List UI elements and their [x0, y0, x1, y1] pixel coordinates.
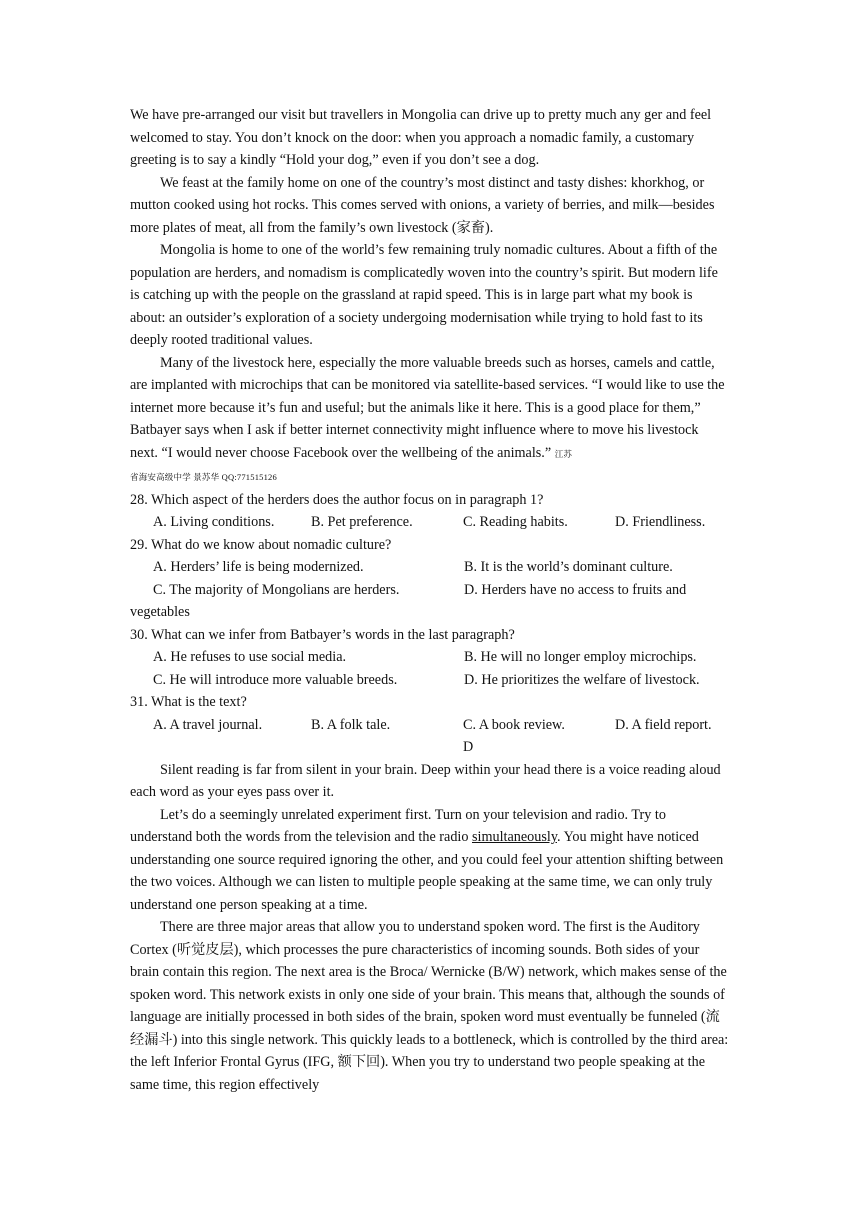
question-stem: 28. Which aspect of the herders does the author focus on in paragraph 1? — [130, 491, 544, 508]
watermark-text-a: 江苏 — [554, 448, 573, 459]
passage2-paragraph-1: Silent reading is far from silent in your brain. Deep within your head there is a voice reading aloud each word as your eyes pass over it. — [130, 761, 721, 800]
option-b: B. A folk tale. — [311, 716, 391, 733]
passage1-paragraph-4-text: Many of the livestock here, especially the more valuable breeds such as horses, camels and cattle, are implanted with microchips that can be monitored via satellite-based services. “I would like to use the internet more because it’s fun and useful; but the animals like it here. This is a good place for them,” Batbayer says when I ask if better internet connectivity might influence where to move his livestock next. “I would never choose Facebook over the wellbeing of the animals.” — [130, 354, 725, 461]
watermark-text-b: 省海安高级中学 景苏华 QQ:771515126 — [130, 472, 277, 482]
question-29 — [130, 534, 730, 624]
option-c: C. Reading habits. — [463, 514, 568, 530]
passage2-paragraph-2-before: Let’s do a seemingly unrelated experiment first. Turn on your television and radio. Try to understand both the words from the television and the radio — [130, 806, 666, 845]
option-d: D. He prioritizes the welfare of livestock. — [464, 671, 700, 688]
option-d-wrap: vegetables — [130, 604, 190, 620]
option-row — [130, 669, 730, 692]
option-d: D. A field report. — [615, 716, 712, 733]
option-row — [130, 714, 730, 737]
option-row — [130, 646, 730, 669]
option-a: A. A travel journal. — [153, 716, 263, 733]
option-c: C. The majority of Mongolians are herders. — [153, 581, 400, 598]
question-30 — [130, 624, 730, 692]
question-stem: 30. What can we infer from Batbayer’s words in the last paragraph? — [130, 626, 515, 643]
option-d: D. Herders have no access to fruits and — [464, 581, 687, 598]
option-row — [130, 511, 730, 534]
passage2-paragraph-3: There are three major areas that allow you to understand spoken word. The first is the Auditory Cortex (听觉皮层), which processes the pure characteristics of incoming sounds. Both sides of your brain contain this region. The next area is the Broca/ Wernicke (B/W) network, which makes sense of the spoken word. This network exists in only one side of your brain. This means that, although the sounds of language are initially processed in both sides of the brain, spoken word must eventually be funneled (流经漏斗) into this single network. This quickly leads to a bottleneck, which is controlled by the third area: the left Inferior Frontal Gyrus (IFG, 额下回). When you try to understand two people speaking at the same time, this region effectively — [130, 919, 729, 1093]
question-31 — [130, 691, 730, 736]
option-d: D. Friendliness. — [615, 514, 706, 530]
option-row — [130, 579, 730, 602]
option-a: A. Living conditions. — [153, 514, 275, 530]
option-c: C. He will introduce more valuable breeds. — [153, 671, 398, 688]
document-page — [130, 104, 730, 1096]
option-a: A. Herders’ life is being modernized. — [153, 559, 364, 575]
option-b: B. It is the world’s dominant culture. — [464, 559, 673, 575]
passage1-paragraph-4 — [130, 352, 730, 489]
option-c: C. A book review. — [463, 716, 565, 733]
option-b: B. Pet preference. — [311, 514, 413, 530]
question-stem: 31. What is the text? — [130, 694, 247, 710]
passage1-paragraph-1: We have pre-arranged our visit but travellers in Mongolia can drive up to pretty much any ger and feel welcomed to stay. You don’t knock on the door: when you approach a nomadic family, a customary greeting is to say a kindly “Hold your dog,” even if you don’t see a dog. — [130, 107, 712, 168]
passage2-paragraph-2-after: . You might have noticed understanding one source required ignoring the other, and you could feel your attention shifting between the two voices. Although we can listen to multiple people speaking at the same time, we can only truly understand one person speaking at a time. — [130, 829, 724, 913]
option-b: B. He will no longer employ microchips. — [464, 649, 697, 665]
passage1-paragraph-2: We feast at the family home on one of the country’s most distinct and tasty dishes: khorkhog, or mutton cooked using hot rocks. This comes served with onions, a variety of berries, and milk—besides more plates of meat, all from the family’s own livestock (家畜). — [130, 174, 715, 236]
section-label: D — [463, 739, 474, 755]
option-a: A. He refuses to use social media. — [153, 649, 347, 665]
passage1-paragraph-3: Mongolia is home to one of the world’s few remaining truly nomadic cultures. About a fifth of the population are herders, and nomadism is complicatedly woven into the country’s spirit. But modern life is catching up with the people on the grassland at rapid speed. This is in large part what my book is about: an outsider’s exploration of a society undergoing modernisation while trying to hold fast to its deeply rooted traditional values. — [130, 242, 718, 348]
passage2-paragraph-2 — [130, 804, 730, 917]
option-row — [130, 556, 730, 579]
underlined-word: simultaneously — [472, 829, 557, 845]
question-stem: 29. What do we know about nomadic culture? — [130, 536, 392, 553]
question-28 — [130, 489, 730, 534]
